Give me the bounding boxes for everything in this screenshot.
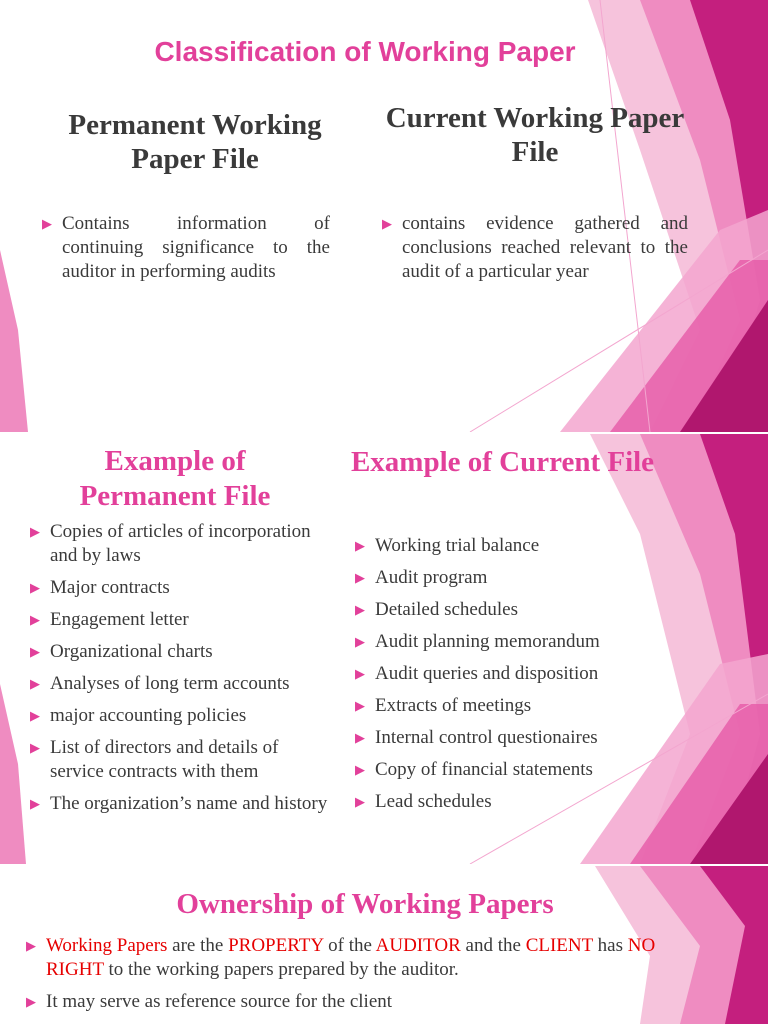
- slide-ownership: [0, 866, 768, 1024]
- current-examples-list: [353, 534, 673, 814]
- list-item: ▶ List of directors and details of service contracts with them: [30, 737, 279, 782]
- triangle-right-icon: ▶: [355, 538, 365, 553]
- triangle-right-icon: ▶: [30, 740, 40, 755]
- list-item: ▶ Audit queries and disposition: [355, 663, 599, 684]
- permanent-file-description: [40, 212, 330, 284]
- list-item: ▶ The organization’s name and history: [30, 793, 328, 814]
- triangle-right-icon: ▶: [355, 762, 365, 777]
- slide-title: Ownership of Working Papers: [176, 888, 554, 920]
- list-item: ▶ Internal control questionaires: [355, 727, 598, 748]
- triangle-right-icon: ▶: [355, 730, 365, 745]
- list-item: ▶ Lead schedules: [355, 791, 492, 812]
- triangle-right-icon: ▶: [26, 938, 36, 953]
- triangle-right-icon: ▶: [382, 216, 392, 231]
- current-examples-heading: Example of Current File: [350, 446, 655, 478]
- list-item: ▶ Contains information of continuing significance to the auditor in performing audits: [42, 213, 330, 282]
- triangle-right-icon: ▶: [30, 708, 40, 723]
- list-item: ▶ It may serve as reference source for the client: [26, 991, 393, 1012]
- list-item: ▶ Organizational charts: [30, 641, 213, 662]
- triangle-right-icon: ▶: [355, 698, 365, 713]
- list-item: ▶ Working trial balance: [355, 535, 540, 556]
- ownership-list: [24, 934, 714, 1014]
- triangle-right-icon: ▶: [30, 524, 40, 539]
- triangle-right-icon: ▶: [355, 602, 365, 617]
- list-item: ▶ contains evidence gathered and conclusions reached relevant to the audit of a particular year: [382, 213, 688, 282]
- triangle-right-icon: ▶: [42, 216, 52, 231]
- current-file-heading: Current Working Paper File: [385, 102, 685, 168]
- triangle-right-icon: ▶: [30, 612, 40, 627]
- triangle-right-icon: ▶: [30, 644, 40, 659]
- slide-examples: [0, 434, 768, 864]
- triangle-right-icon: ▶: [30, 796, 40, 811]
- triangle-right-icon: ▶: [26, 994, 36, 1009]
- list-item: ▶ Audit planning memorandum: [355, 631, 600, 652]
- list-item: ▶ major accounting policies: [30, 705, 247, 726]
- permanent-file-heading: Permanent Working Paper File: [68, 109, 322, 175]
- list-item: ▶ Copies of articles of incorporation and by laws: [30, 521, 311, 566]
- triangle-right-icon: ▶: [355, 570, 365, 585]
- triangle-right-icon: ▶: [355, 634, 365, 649]
- list-item: ▶ Copy of financial statements: [355, 759, 593, 780]
- triangle-right-icon: ▶: [355, 794, 365, 809]
- list-item: ▶ Major contracts: [30, 577, 170, 598]
- permanent-examples-heading: Example of Permanent File: [79, 445, 271, 512]
- slide-title: Classification of Working Paper: [154, 36, 576, 67]
- list-item: ▶ Working Papers are the PROPERTY of the AUDITOR and the CLIENT has NO RIGHT to the working papers prepared by the auditor.: [26, 935, 656, 980]
- slide-classification: [0, 0, 768, 432]
- list-item: ▶ Audit program: [355, 567, 488, 588]
- list-item: ▶ Detailed schedules: [355, 599, 518, 620]
- triangle-right-icon: ▶: [30, 580, 40, 595]
- triangle-right-icon: ▶: [355, 666, 365, 681]
- list-item: ▶ Extracts of meetings: [355, 695, 532, 716]
- current-file-description: [380, 212, 688, 284]
- triangle-right-icon: ▶: [30, 676, 40, 691]
- permanent-examples-list: [28, 520, 328, 816]
- list-item: ▶ Analyses of long term accounts: [30, 673, 290, 694]
- list-item: ▶ Engagement letter: [30, 609, 189, 630]
